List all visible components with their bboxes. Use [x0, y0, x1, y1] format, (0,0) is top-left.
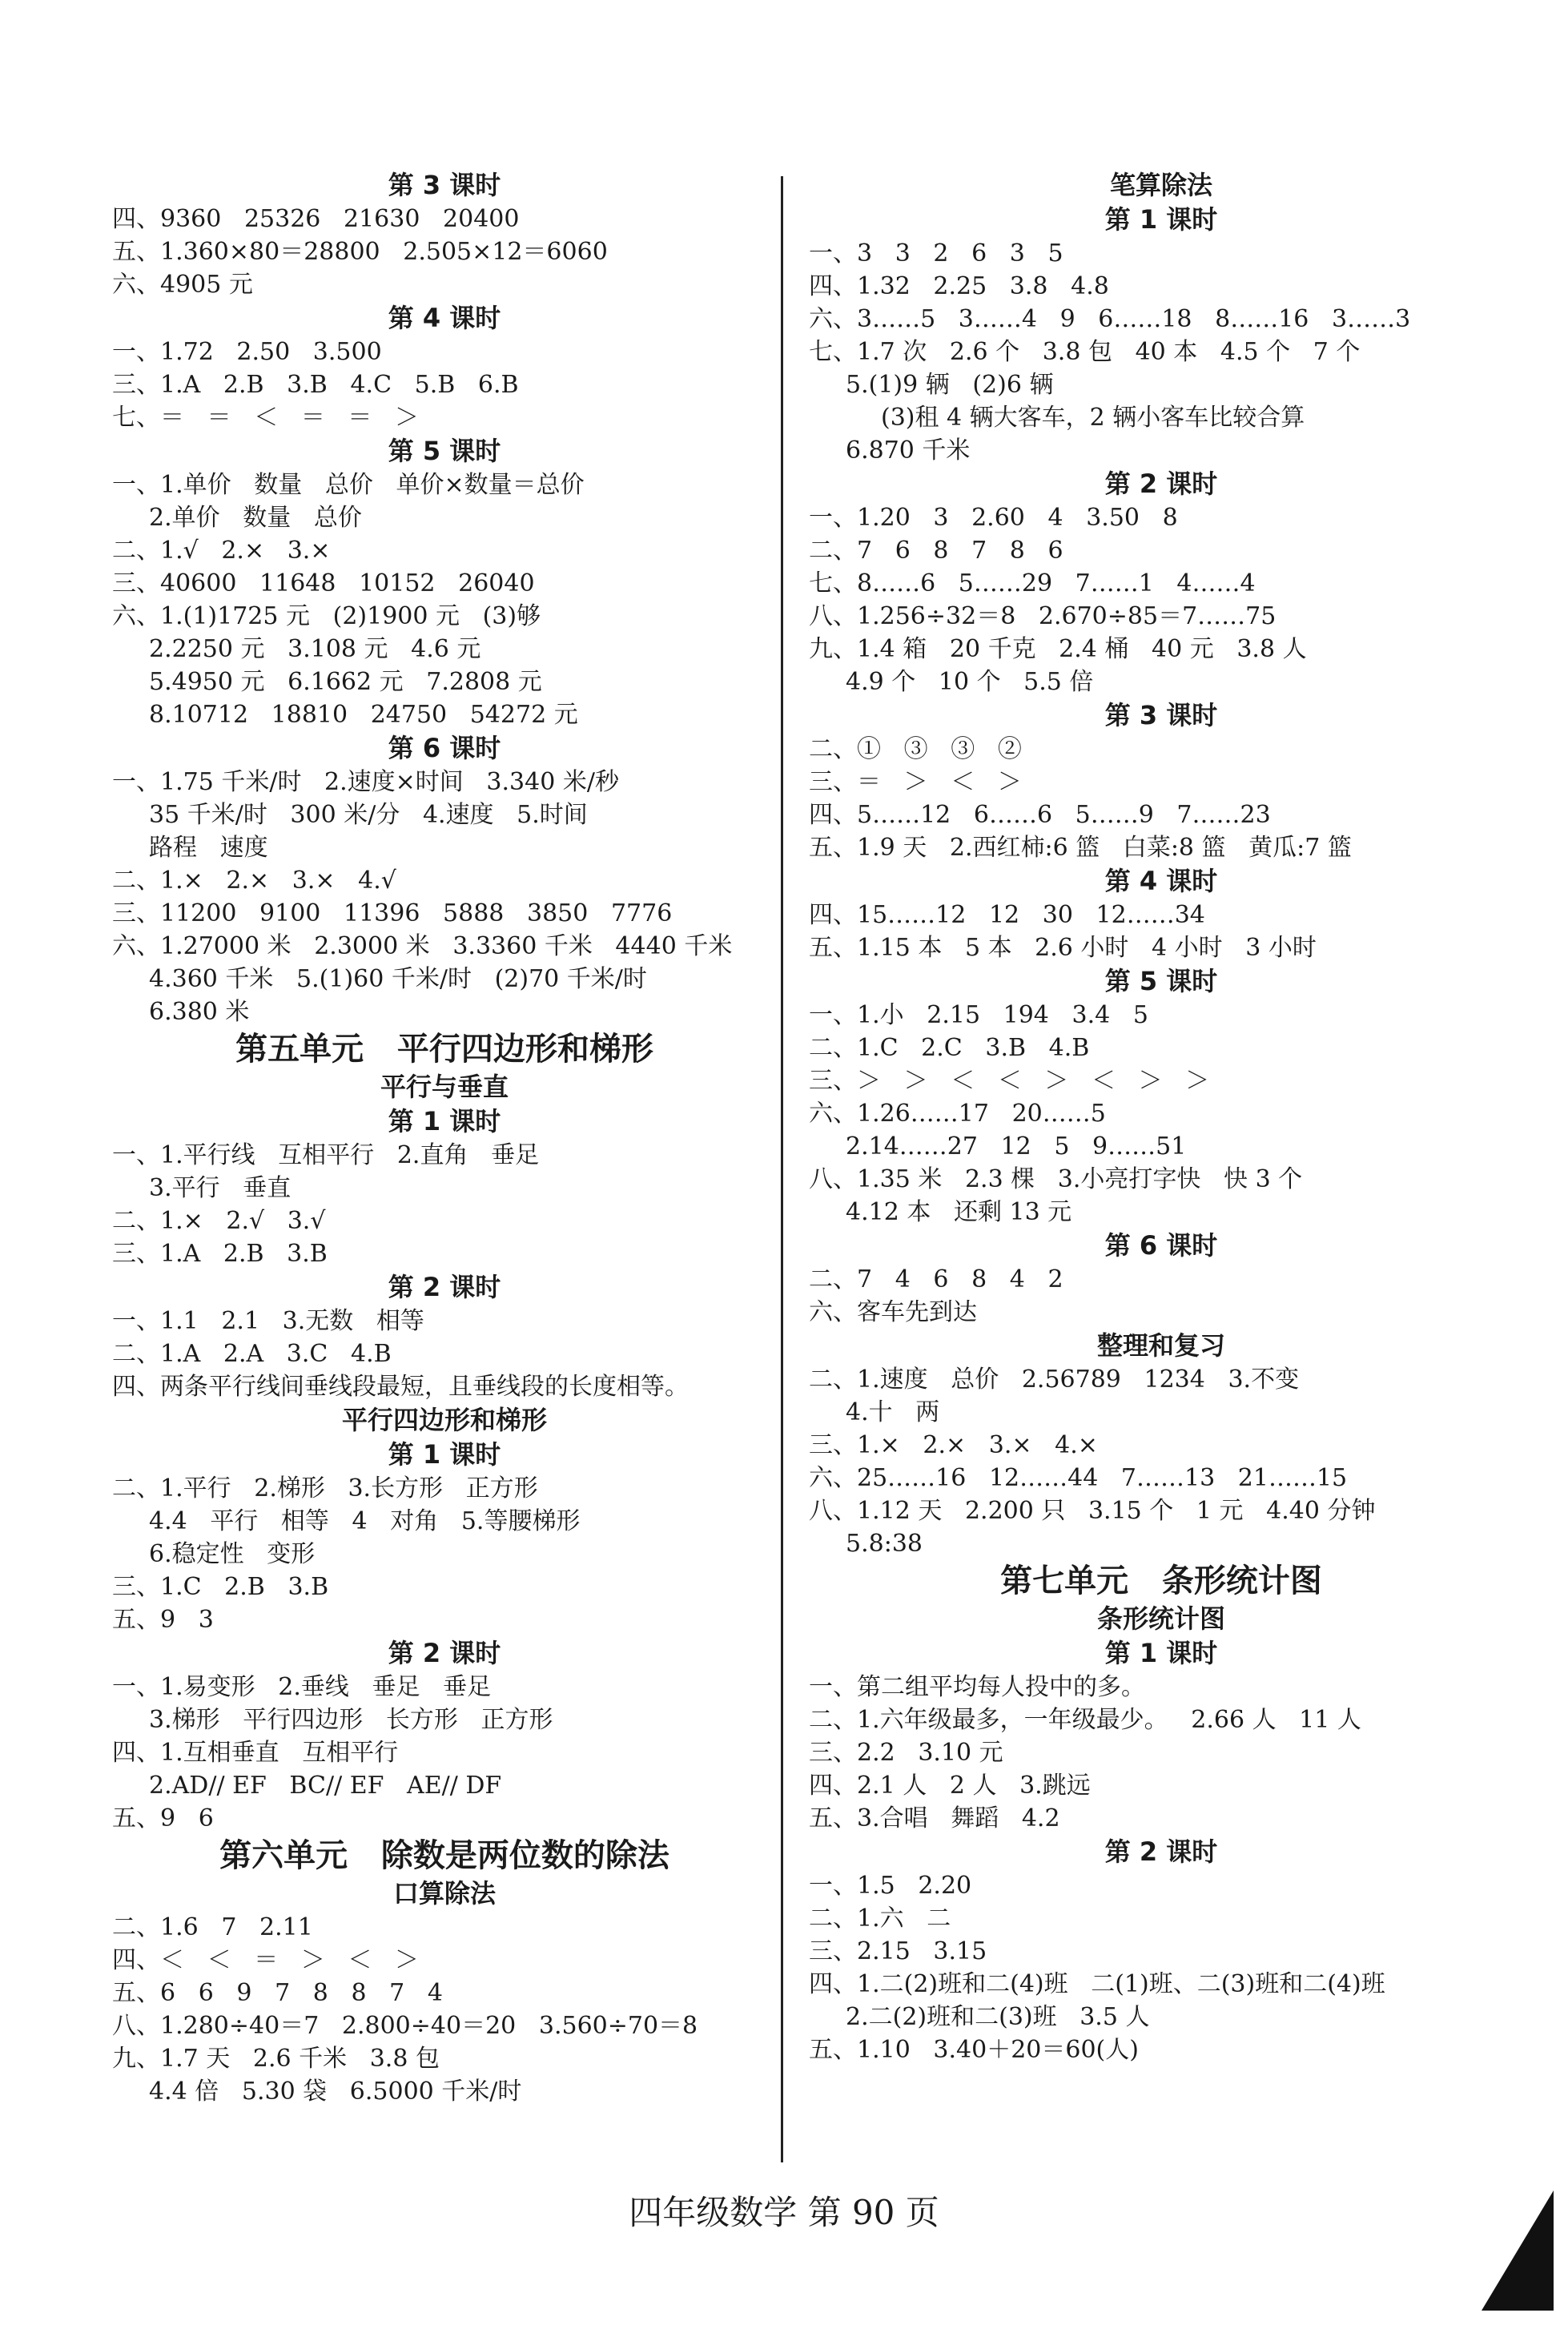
answer-line: 七、1.7 次 2.6 个 3.8 包 40 本 4.5 个 7 个 [809, 338, 1361, 366]
answer-line: 8.10712 18810 24750 54272 元 [149, 701, 578, 729]
section-heading: 第 6 课时 [388, 733, 501, 763]
answer-line: 路程 速度 [149, 834, 268, 862]
answer-line: 5.8:38 [846, 1530, 923, 1558]
answer-line: 三、1.× 2.× 3.× 4.× [809, 1431, 1098, 1459]
answer-line: 二、① ③ ③ ② [809, 735, 1022, 763]
answer-line: 2.二(2)班和二(3)班 3.5 人 [846, 2003, 1150, 2031]
answer-line: 一、1.1 2.1 3.无数 相等 [112, 1307, 424, 1335]
answer-line: 二、1.速度 总价 2.56789 1234 3.不变 [809, 1366, 1300, 1394]
answer-line: 一、1.20 3 2.60 4 3.50 8 [809, 504, 1178, 532]
section-heading: 整理和复习 [1096, 1330, 1225, 1361]
section-heading: 第 6 课时 [1104, 1230, 1218, 1261]
answer-line: 二、7 4 6 8 4 2 [809, 1265, 1063, 1293]
answer-line: 6.870 千米 [846, 436, 971, 465]
answer-line: 四、15……12 12 30 12……34 [809, 901, 1205, 929]
answer-line: 一、1.72 2.50 3.500 [112, 338, 382, 366]
answer-line: 二、1.6 7 2.11 [112, 1913, 313, 1941]
answer-line: 四、9360 25326 21630 20400 [112, 205, 520, 233]
answer-line: 一、1.75 千米/时 2.速度×时间 3.340 米/秒 [112, 768, 619, 796]
answer-line: 4.9 个 10 个 5.5 倍 [846, 668, 1094, 696]
section-heading: 第 3 课时 [1104, 700, 1218, 730]
answer-line: 2.14……27 12 5 9……51 [846, 1132, 1187, 1160]
corner-mark [1482, 2190, 1554, 2311]
section-heading: 第 3 课时 [388, 170, 501, 200]
answer-line: 6.稳定性 变形 [149, 1540, 316, 1568]
answer-line: 一、3 3 2 6 3 5 [809, 239, 1063, 267]
unit-heading: 第七单元 条形统计图 [1000, 1563, 1322, 1599]
answer-line: 六、25……16 12……44 7……13 21……15 [809, 1464, 1348, 1492]
answer-line: 二、1.六年级最多，一年级最少。 2.66 人 11 人 [809, 1706, 1361, 1734]
answer-line: 三、11200 9100 11396 5888 3850 7776 [112, 899, 673, 927]
answer-line: 二、7 6 8 7 8 6 [809, 537, 1063, 565]
section-heading: 第 1 课时 [388, 1106, 501, 1136]
answer-line: 五、1.10 3.40＋20＝60(人) [809, 2036, 1139, 2064]
page-footer: 四年级数学 第 90 页 [629, 2193, 939, 2232]
answer-line: 六、1.27000 米 2.3000 米 3.3360 千米 4440 千米 [112, 932, 733, 960]
answer-line: 三、1.C 2.B 3.B [112, 1573, 329, 1601]
answer-line: 九、1.4 箱 20 千克 2.4 桶 40 元 3.8 人 [809, 635, 1307, 663]
section-heading: 第 4 课时 [1104, 866, 1218, 896]
answer-line: 2.2250 元 3.108 元 4.6 元 [149, 635, 481, 663]
answer-line: 四、＜ ＜ ＝ ＞ ＜ ＞ [112, 1946, 420, 1974]
section-heading: 第 2 课时 [1104, 469, 1218, 499]
answer-line: 四、1.32 2.25 3.8 4.8 [809, 272, 1109, 300]
unit-heading: 第五单元 平行四边形和梯形 [235, 1031, 653, 1068]
section-heading: 第 2 课时 [388, 1272, 501, 1302]
section-heading: 第 1 课时 [1104, 204, 1218, 235]
answer-line: 二、1.A 2.A 3.C 4.B [112, 1340, 392, 1368]
column-divider [781, 176, 783, 2162]
answer-line: 四、两条平行线间垂线段最短，且垂线段的长度相等。 [112, 1373, 689, 1401]
answer-line: 6.380 米 [149, 998, 250, 1026]
answer-line: 五、6 6 9 7 8 8 7 4 [112, 1979, 443, 2007]
answer-line: 二、1.六 二 [809, 1905, 951, 1933]
answer-line: 八、1.256÷32＝8 2.670÷85＝7……75 [809, 602, 1277, 630]
answer-line: 三、2.2 3.10 元 [809, 1739, 1003, 1767]
answer-line: 三、2.15 3.15 [809, 1937, 987, 1965]
answer-line: 一、1.单价 数量 总价 单价×数量＝总价 [112, 471, 585, 499]
answer-line: 三、40600 11648 10152 26040 [112, 569, 535, 597]
answer-line: 2.单价 数量 总价 [149, 504, 362, 532]
answer-line: 三、＝ ＞ ＜ ＞ [809, 768, 1022, 796]
answer-line: 五、3.合唱 舞蹈 4.2 [809, 1804, 1060, 1832]
section-heading: 条形统计图 [1096, 1603, 1225, 1634]
section-heading: 第 5 课时 [1104, 966, 1218, 996]
answer-line: 5.(1)9 辆 (2)6 辆 [846, 371, 1054, 399]
answer-line: 五、1.360×80＝28800 2.505×12＝6060 [112, 238, 608, 266]
answer-line: 一、1.5 2.20 [809, 1872, 972, 1900]
answer-line: 七、8……6 5……29 7……1 4……4 [809, 569, 1256, 597]
answer-line: 二、1.× 2.√ 3.√ [112, 1207, 326, 1235]
answer-line: 一、1.小 2.15 194 3.4 5 [809, 1001, 1148, 1029]
answer-line: 二、1.√ 2.× 3.× [112, 537, 331, 565]
answer-line: 3.梯形 平行四边形 长方形 正方形 [149, 1706, 553, 1734]
answer-line: 5.4950 元 6.1662 元 7.2808 元 [149, 668, 542, 696]
answer-line: 六、3……5 3……4 9 6……18 8……16 3……3 [809, 305, 1411, 333]
answer-line: 二、1.平行 2.梯形 3.长方形 正方形 [112, 1474, 538, 1502]
answer-line: 4.4 平行 相等 4 对角 5.等腰梯形 [149, 1507, 581, 1535]
answer-line: 三、1.A 2.B 3.B [112, 1240, 328, 1268]
answer-line: 三、＞ ＞ ＜ ＜ ＞ ＜ ＞ ＞ [809, 1067, 1210, 1095]
answer-line: 八、1.35 米 2.3 棵 3.小亮打字快 快 3 个 [809, 1165, 1303, 1193]
answer-line: 4.12 本 还剩 13 元 [846, 1198, 1072, 1226]
answer-line: 4.360 千米 5.(1)60 千米/时 (2)70 千米/时 [149, 965, 647, 993]
answer-line: 三、1.A 2.B 3.B 4.C 5.B 6.B [112, 371, 519, 399]
answer-line: 2.AD// EF BC// EF AE// DF [149, 1772, 502, 1800]
answer-line: 一、第二组平均每人投中的多。 [809, 1673, 1145, 1701]
section-heading: 笔算除法 [1109, 170, 1212, 200]
answer-line: 4.4 倍 5.30 袋 6.5000 千米/时 [149, 2078, 522, 2106]
answer-line: 二、1.× 2.× 3.× 4.√ [112, 867, 396, 895]
answer-line: 一、1.平行线 互相平行 2.直角 垂足 [112, 1141, 540, 1169]
answer-line: 六、1.(1)1725 元 (2)1900 元 (3)够 [112, 602, 541, 630]
answer-line: (3)租 4 辆大客车，2 辆小客车比较合算 [881, 404, 1305, 432]
answer-line: 一、1.易变形 2.垂线 垂足 垂足 [112, 1673, 492, 1701]
section-heading: 第 2 课时 [388, 1638, 501, 1668]
answer-line: 二、1.C 2.C 3.B 4.B [809, 1034, 1090, 1062]
answer-line: 七、＝ ＝ ＜ ＝ ＝ ＞ [112, 404, 420, 432]
section-heading: 平行四边形和梯形 [341, 1405, 547, 1435]
answer-line: 四、1.互相垂直 互相平行 [112, 1739, 399, 1767]
answer-line: 八、1.280÷40＝7 2.800÷40＝20 3.560÷70＝8 [112, 2012, 698, 2040]
answer-line: 六、客车先到达 [809, 1298, 977, 1326]
left-column [112, 168, 777, 2108]
section-heading: 第 4 课时 [388, 303, 501, 333]
right-column [809, 168, 1514, 2066]
answer-line: 九、1.7 天 2.6 千米 3.8 包 [112, 2045, 440, 2073]
answer-line: 六、1.26……17 20……5 [809, 1100, 1106, 1128]
unit-heading: 第六单元 除数是两位数的除法 [219, 1837, 669, 1874]
section-heading: 第 1 课时 [1104, 1638, 1218, 1668]
section-heading: 第 1 课时 [388, 1439, 501, 1470]
answer-line: 五、9 3 [112, 1606, 214, 1634]
answer-line: 五、1.15 本 5 本 2.6 小时 4 小时 3 小时 [809, 934, 1317, 962]
answer-line: 3.平行 垂直 [149, 1174, 291, 1202]
answer-line: 四、1.二(2)班和二(4)班 二(1)班、二(3)班和二(4)班 [809, 1970, 1385, 1998]
section-heading: 平行与垂直 [380, 1072, 509, 1102]
answer-line: 四、2.1 人 2 人 3.跳远 [809, 1772, 1091, 1800]
answer-line: 35 千米/时 300 米/分 4.速度 5.时间 [149, 801, 588, 829]
answer-line: 八、1.12 天 2.200 只 3.15 个 1 元 4.40 分钟 [809, 1497, 1376, 1525]
answer-line: 4.十 两 [846, 1398, 940, 1426]
section-heading: 口算除法 [392, 1878, 496, 1909]
answer-line: 六、4905 元 [112, 271, 253, 299]
answer-line: 四、5……12 6……6 5……9 7……23 [809, 801, 1271, 829]
section-heading: 第 5 课时 [388, 436, 501, 466]
answer-line: 五、1.9 天 2.西红柿:6 篮 白菜:8 篮 黄瓜:7 篮 [809, 834, 1352, 862]
section-heading: 第 2 课时 [1104, 1836, 1218, 1867]
answer-line: 五、9 6 [112, 1804, 214, 1832]
